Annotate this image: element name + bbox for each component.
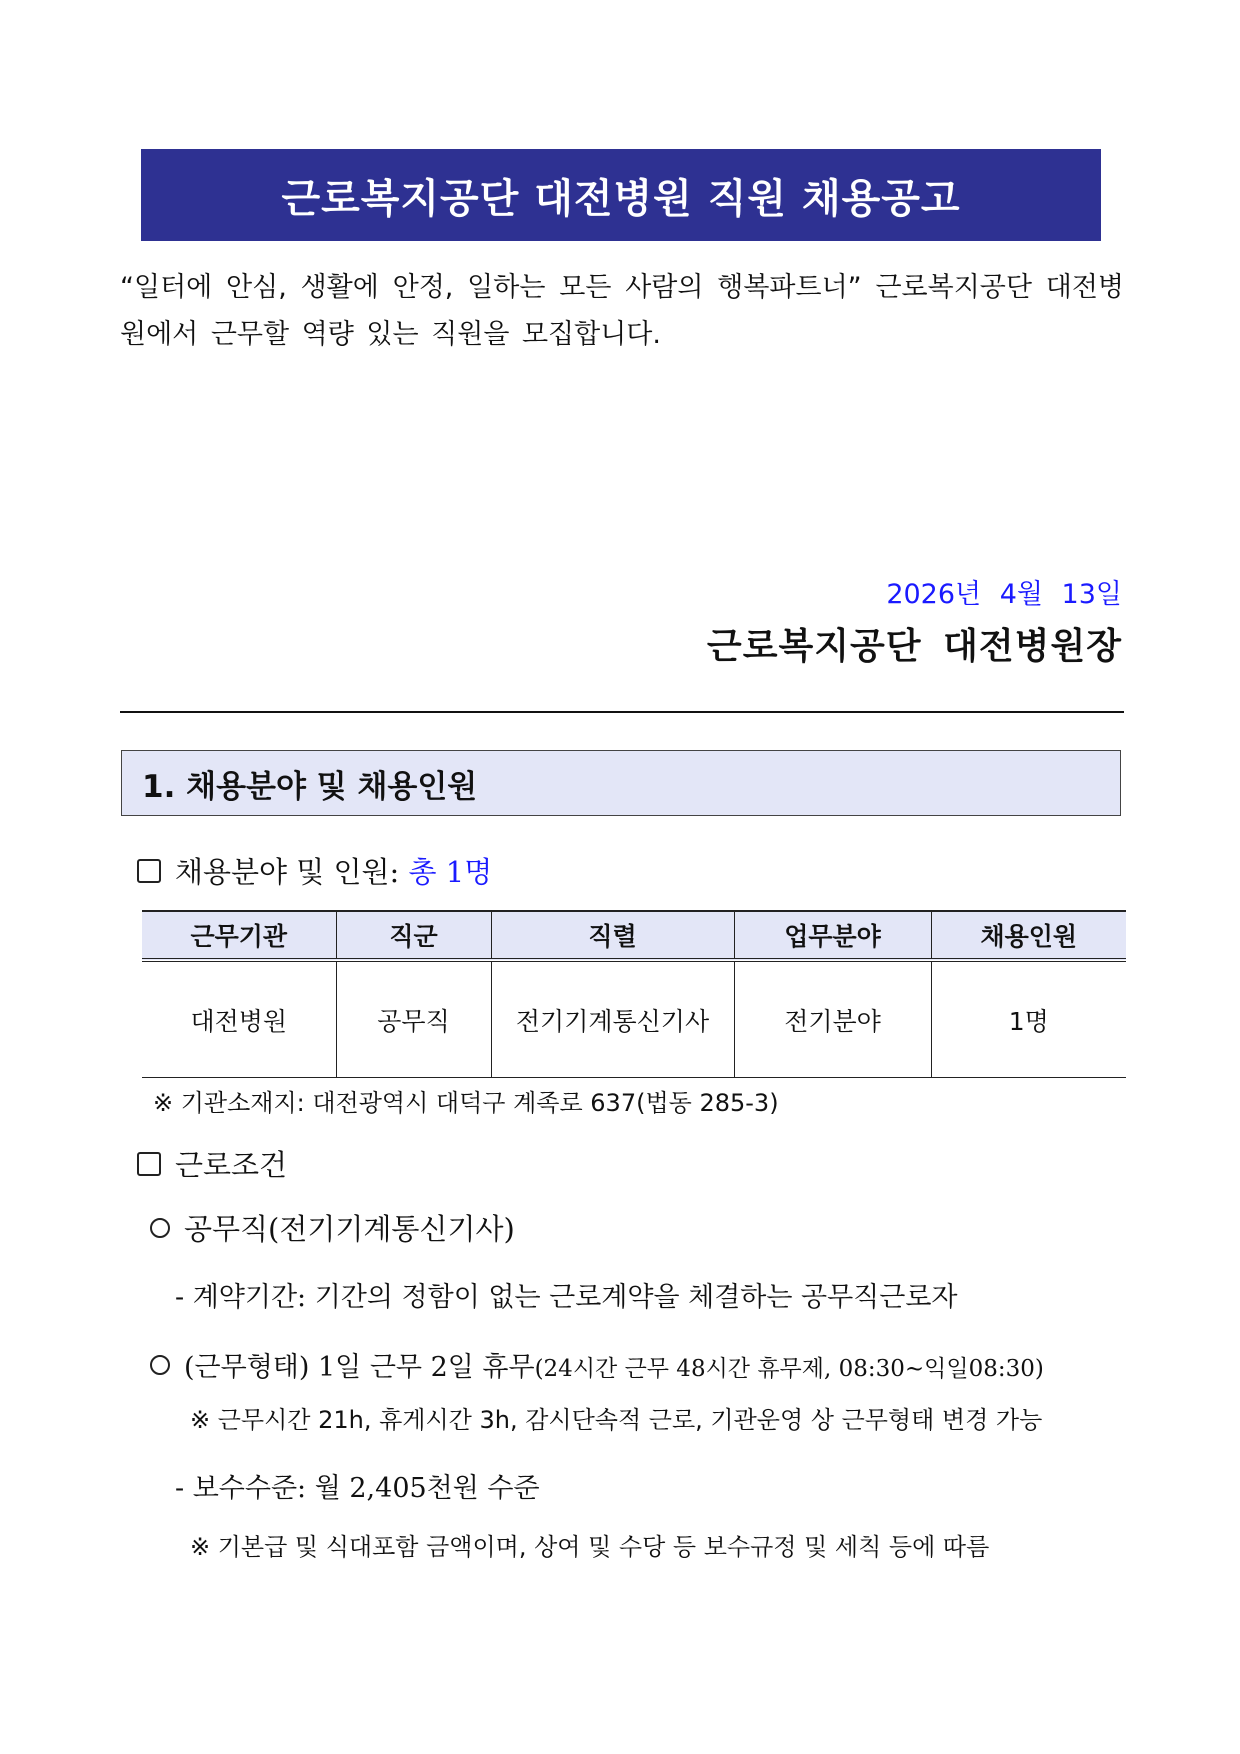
work-type-main: (근무형태) 1일 근무 2일 휴무 — [184, 1352, 535, 1383]
recruitment-heading — [137, 850, 492, 891]
title-banner — [141, 149, 1101, 241]
issuer-name: 근로복지공단 대전병원장 — [706, 626, 1122, 667]
circle-bullet-icon — [150, 1355, 170, 1375]
conditions-heading — [137, 1143, 287, 1184]
column-header: 채용인원 — [931, 911, 1126, 960]
table-cell: 대전병원 — [142, 960, 336, 1078]
column-header: 업무분야 — [734, 911, 931, 960]
column-header: 직군 — [336, 911, 491, 960]
pay-note: ※ 기본급 및 식대포함 금액이며, 상여 및 수당 등 보수규정 및 세칙 등에 따름 — [190, 1533, 990, 1561]
work-type-detail: (24시간 근무 48시간 휴무제, 08:30∼익일08:30) — [534, 1356, 1044, 1382]
divider — [120, 711, 1124, 713]
table-row — [142, 960, 1126, 1078]
checkbox-square-icon — [137, 1152, 161, 1176]
circle-bullet-icon — [150, 1218, 170, 1238]
recruitment-total: 총 1명 — [408, 855, 493, 889]
conditions-label: 근로조건 — [175, 1148, 288, 1182]
announcement-date: 2026년 4월 13일 — [886, 579, 1122, 610]
column-header: 근무기관 — [142, 911, 336, 960]
location-note: ※ 기관소재지: 대전광역시 대덕구 계족로 637(법동 285-3) — [153, 1089, 779, 1117]
document-title: 근로복지공단 대전병원 직원 채용공고 — [281, 175, 961, 222]
table-cell: 전기분야 — [734, 960, 931, 1078]
job-heading — [150, 1207, 515, 1248]
recruitment-table — [142, 910, 1126, 1078]
table-cell: 전기기계통신기사 — [491, 960, 734, 1078]
job-heading-label: 공무직(전기기계통신기사) — [184, 1212, 515, 1246]
checkbox-square-icon — [137, 859, 161, 883]
pay-line: - 보수수준: 월 2,405천원 수준 — [175, 1473, 540, 1504]
recruitment-label: 채용분야 및 인원: — [175, 855, 400, 889]
intro-paragraph: “일터에 안심, 생활에 안정, 일하는 모든 사람의 행복파트너” 근로복지공단 대전병원에서 근무할 역량 있는 직원을 모집합니다. — [120, 272, 1124, 350]
section-1-header — [121, 750, 1121, 816]
table-cell: 1명 — [931, 960, 1126, 1078]
table-header-row — [142, 911, 1126, 960]
work-type-note: ※ 근무시간 21h, 휴게시간 3h, 감시단속적 근로, 기관운영 상 근무형태 변경 가능 — [190, 1406, 1043, 1434]
table-cell: 공무직 — [336, 960, 491, 1078]
column-header: 직렬 — [491, 911, 734, 960]
section-1-title: 1. 채용분야 및 채용인원 — [142, 768, 478, 805]
contract-line: - 계약기간: 기간의 정함이 없는 근로계약을 체결하는 공무직근로자 — [175, 1282, 958, 1313]
work-type-line — [150, 1345, 1044, 1384]
